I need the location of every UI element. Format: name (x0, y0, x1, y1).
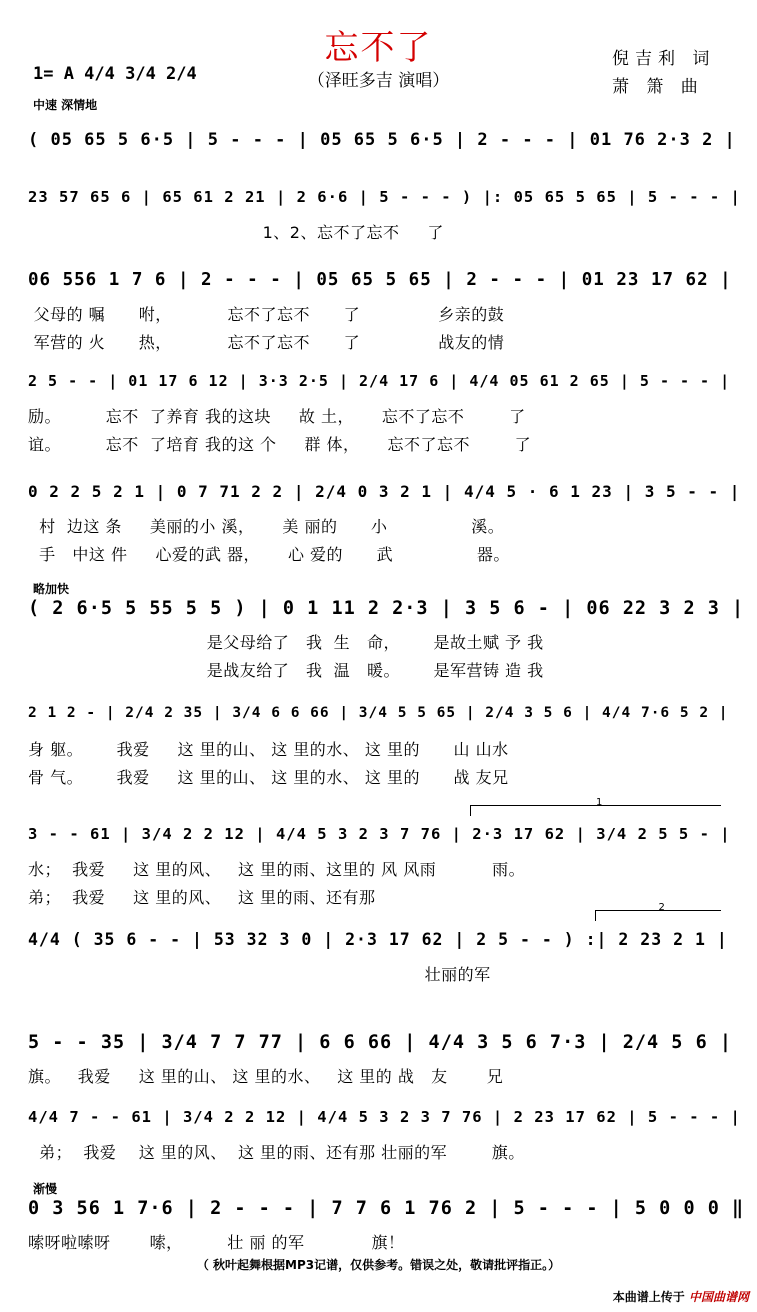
notation-line: 4/4 7 - - 61 | 3/4 2 2 12 | 4/4 5 3 2 3 7 76 | 2 23 17 62 | 5 - - - | (28, 1108, 741, 1126)
notation-line: 2 5 - - | 01 17 6 12 | 3·3 2·5 | 2/4 17 6 | 4/4 05 61 2 65 | 5 - - - | (28, 372, 731, 390)
tempo-marking: 中速 深情地 (33, 98, 98, 112)
lyric-line: 是战友给了 我 温 暖。 是军营铸 造 我 (28, 661, 544, 680)
upload-credit (613, 1288, 749, 1305)
lyric-line: 弟； 我爱 这 里的风、 这 里的雨、还有那 (28, 888, 376, 907)
key-signature: 1= A 4/4 3/4 2/4 (33, 64, 197, 84)
lyric-line: 手 中这 件 心爱的武 器， 心 爱的 武 器。 (28, 545, 510, 564)
notation-line: 2 1 2 - | 2/4 2 35 | 3/4 6 6 66 | 3/4 5 5 65 | 2/4 3 5 6 | 4/4 7·6 5 2 | (28, 705, 729, 721)
upload-label: 本曲谱上传于 (612, 1290, 685, 1304)
notation-line: 23 57 65 6 | 65 61 2 21 | 2 6·6 | 5 - - - ) |: 05 65 5 65 | 5 - - - | (28, 188, 741, 206)
second-ending-bracket (595, 902, 721, 921)
lyric-line: 旗。 我爱 这 里的山、 这 里的水、 这 里的 战 友 兄 (28, 1067, 504, 1086)
composer-credit: 萧 箫 曲 (612, 77, 704, 97)
lyric-line: 谊。 忘不 了培育 我的这 个 群 体， 忘不了忘不 了 (28, 435, 532, 454)
notation-line: 3 - - 61 | 3/4 2 2 12 | 4/4 5 3 2 3 7 76 | 2·3 17 62 | 3/4 2 5 5 - | (28, 825, 731, 843)
song-title: 忘不了 (324, 28, 433, 68)
transcription-note: （ 秋叶起舞根据MP3记谱，仅供参考。错误之处，敬请批评指正。） (196, 1258, 561, 1272)
volta-number: 1 (596, 797, 603, 808)
lyric-line: 弟； 我爱 这 里的风、 这 里的雨、还有那 壮丽的军 旗。 (28, 1143, 525, 1162)
lyric-line: 水； 我爱 这 里的风、 这 里的雨、这里的 风 风雨 雨。 (28, 860, 526, 879)
lyric-line: 嗦呀啦嗦呀 嗦， 壮 丽 的军 旗！ (28, 1233, 405, 1252)
notation-line: ( 05 65 5 6·5 | 5 - - - | 05 65 5 6·5 | 2 - - - | 01 76 2·3 2 | (28, 130, 736, 150)
lyric-line: 身 躯。 我爱 这 里的山、 这 里的水、 这 里的 山 山水 (28, 740, 509, 759)
notation-line: ( 2 6·5 5 55 5 5 ) | 0 1 11 2 2·3 | 3 5 6 - | 06 22 3 2 3 | (28, 598, 745, 619)
lyric-line: 军营的 火 热， 忘不了忘不 了 战友的情 (28, 333, 505, 352)
song-subtitle: （泽旺多吉 演唱） (307, 71, 450, 91)
volta-number: 2 (658, 902, 665, 913)
notation-line: 0 2 2 5 2 1 | 0 7 71 2 2 | 2/4 0 3 2 1 | 4/4 5 · 6 1 23 | 3 5 - - | (28, 482, 741, 501)
lyric-line: 村 边这 条 美丽的小 溪， 美 丽的 小 溪。 (28, 517, 505, 536)
notation-line: 0 3 56 1 7·6 | 2 - - - | 7 7 6 1 76 2 | 5 - - - | 5 0 0 0 ‖ (28, 1198, 745, 1219)
tempo-change: 略加快 (33, 582, 70, 596)
site-logo[interactable]: 中国曲谱网 (688, 1290, 749, 1304)
notation-line: 06 556 1 7 6 | 2 - - - | 05 65 5 65 | 2 - - - | 01 23 17 62 | (28, 270, 732, 290)
first-ending-bracket (470, 797, 721, 816)
lyric-line: 1、2、忘不了忘不 了 (28, 223, 444, 242)
lyric-line: 励。 忘不 了养育 我的这块 故 土， 忘不了忘不 了 (28, 407, 526, 426)
lyricist-credit: 倪吉利 词 (612, 49, 716, 69)
tempo-change: 渐慢 (33, 1182, 58, 1196)
lyric-line: 父母的 嘱 咐， 忘不了忘不 了 乡亲的鼓 (28, 305, 505, 324)
notation-line: 4/4 ( 35 6 - - | 53 32 3 0 | 2·3 17 62 | 2 5 - - ) :| 2 23 2 1 | (28, 930, 728, 949)
lyric-line: 壮丽的军 (28, 965, 491, 984)
lyric-line: 是父母给了 我 生 命， 是故土赋 予 我 (28, 633, 544, 652)
notation-line: 5 - - 35 | 3/4 7 7 77 | 6 6 66 | 4/4 3 5 6 7·3 | 2/4 5 6 | (28, 1032, 733, 1053)
lyric-line: 骨 气。 我爱 这 里的山、 这 里的水、 这 里的 战 友兄 (28, 768, 509, 787)
